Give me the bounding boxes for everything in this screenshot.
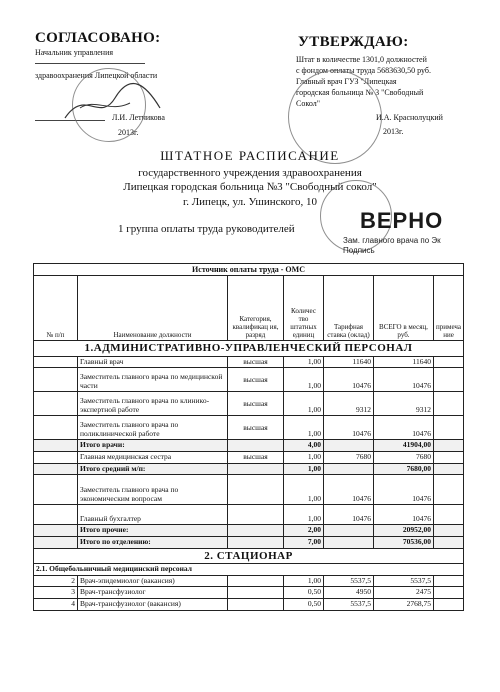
- rate: 10476: [324, 475, 374, 505]
- department-total-label: Итого по отделению:: [78, 536, 228, 548]
- row-number: 2: [34, 575, 78, 587]
- table-row: [34, 392, 464, 416]
- rate: 10476: [324, 505, 374, 525]
- subtitle-line-1: государственного учреждения здравоохранения: [138, 167, 362, 179]
- col-category: Категория, квалификац ия, разряд: [228, 276, 284, 341]
- table-row: [34, 416, 464, 440]
- approver-year: 2013г.: [118, 128, 139, 137]
- funding-source-row: [34, 264, 464, 276]
- category: [228, 505, 284, 525]
- staff-count-line: Штат в количестве 1301,0 должностей: [296, 55, 427, 64]
- subtotal-row: [34, 463, 464, 475]
- quantity: 1,00: [284, 452, 324, 464]
- total: 10476: [374, 368, 434, 392]
- department-total-sum: 70536,00: [374, 536, 434, 548]
- column-header-row: [34, 276, 464, 341]
- category: [228, 599, 284, 611]
- rate: 5537,5: [324, 575, 374, 587]
- total: 7680: [374, 452, 434, 464]
- rate: 11640: [324, 356, 374, 368]
- subtotal-row: [34, 525, 464, 537]
- col-rate: Тарифная ставка (оклад): [324, 276, 374, 341]
- table-row: [34, 475, 464, 505]
- approver-position: Начальник управления: [35, 48, 114, 57]
- position-name: Заместитель главного врача по поликлинической работе: [78, 416, 228, 440]
- col-note: примеча ние: [434, 276, 464, 341]
- document-title: ШТАТНОЕ РАСПИСАНИЕ: [160, 148, 340, 163]
- total: 10476: [374, 475, 434, 505]
- quantity: 1,00: [284, 392, 324, 416]
- subtotal-total: 20952,00: [374, 525, 434, 537]
- hospital-line: городская больница № 3 "Свободный: [296, 88, 424, 97]
- approval-title: СОГЛАСОВАНО:: [35, 30, 161, 46]
- subtotal-label: Итого средний м/п:: [78, 463, 228, 475]
- category: [228, 575, 284, 587]
- subtotal-total: 41904,00: [374, 440, 434, 452]
- table-row: [34, 368, 464, 392]
- subsection-title: 2.1. Общебольничный медицинский персонал: [34, 564, 464, 576]
- table-row: [34, 575, 464, 587]
- department-total-row: [34, 536, 464, 548]
- subtotal-quantity: 4,00: [284, 440, 324, 452]
- quantity: 0,50: [284, 587, 324, 599]
- position-name: Заместитель главного врача по медицинской части: [78, 368, 228, 392]
- chief-doctor-line: Главный врач ГУЗ "Липецкая: [296, 77, 397, 86]
- total: 10476: [374, 505, 434, 525]
- subtotal-quantity: 1,00: [284, 463, 324, 475]
- col-quantity: Количес тво штатных единиц: [284, 276, 324, 341]
- col-number: № п/п: [34, 276, 78, 341]
- signature-line-left-1: [35, 63, 145, 64]
- position-name: Заместитель главного врача по клинико-экспертной работе: [78, 392, 228, 416]
- position-name: Главный врач: [78, 356, 228, 368]
- col-total: ВСЕГО в месяц, руб.: [374, 276, 434, 341]
- position-name: Врач-трансфузиолог (вакансия): [78, 599, 228, 611]
- approver-department: здравоохранения Липецкой области: [35, 71, 158, 80]
- chief-name: И.А. Краснолуцкий: [376, 113, 443, 122]
- table-row: [34, 587, 464, 599]
- verno-stamp: ВЕРНО: [360, 208, 444, 233]
- quantity: 0,50: [284, 599, 324, 611]
- table-row: [34, 599, 464, 611]
- staff-schedule-table: [33, 263, 464, 611]
- quantity: 1,00: [284, 575, 324, 587]
- subtotal-total: 7680,00: [374, 463, 434, 475]
- section-title: 1.АДМИНИСТРАТИВНО-УПРАВЛЕНЧЕСКИЙ ПЕРСОНАЛ: [34, 341, 464, 357]
- table-row: [34, 356, 464, 368]
- department-total-quantity: 7,00: [284, 536, 324, 548]
- funding-source: Источник оплаты труда - ОМС: [34, 264, 464, 276]
- row-number: 4: [34, 599, 78, 611]
- subtotal-label: Итого врачи:: [78, 440, 228, 452]
- total: 9312: [374, 392, 434, 416]
- approver-name: Л.И. Летникова: [112, 113, 165, 122]
- rate: 10476: [324, 368, 374, 392]
- category: высшая: [228, 452, 284, 464]
- rate: 4950: [324, 587, 374, 599]
- verno-stamp-line1: Зам. главного врача по Эк: [343, 236, 441, 245]
- col-position: Наименование должности: [78, 276, 228, 341]
- signature-scribble-left: [60, 78, 170, 128]
- section-header-admin: [34, 341, 464, 357]
- total: 5537,5: [374, 575, 434, 587]
- subtitle-line-2: Липецкая городская больница №3 "Свободный сокол": [123, 181, 377, 193]
- position-name: Заместитель главного врача по экономическим вопросам: [78, 475, 228, 505]
- quantity: 1,00: [284, 416, 324, 440]
- rate: 5537,5: [324, 599, 374, 611]
- total: 11640: [374, 356, 434, 368]
- position-name: Главная медицинская сестра: [78, 452, 228, 464]
- category: высшая: [228, 416, 284, 440]
- total: 2768,75: [374, 599, 434, 611]
- subtotal-label: Итого прочие:: [78, 525, 228, 537]
- section-title: 2. СТАЦИОНАР: [34, 548, 464, 564]
- quantity: 1,00: [284, 368, 324, 392]
- hospital-line-2: Сокол": [296, 99, 320, 108]
- table-row: [34, 505, 464, 525]
- category: высшая: [228, 392, 284, 416]
- quantity: 1,00: [284, 356, 324, 368]
- quantity: 1,00: [284, 475, 324, 505]
- verno-stamp-line2: Подпись: [343, 246, 375, 255]
- section-header-hospital: [34, 548, 464, 564]
- subtotal-row: [34, 440, 464, 452]
- row-number: 3: [34, 587, 78, 599]
- position-name: Врач-трансфузиолог: [78, 587, 228, 599]
- chief-year: 2013г.: [383, 127, 404, 136]
- category: высшая: [228, 368, 284, 392]
- total: 10476: [374, 416, 434, 440]
- category: [228, 475, 284, 505]
- position-name: Главный бухгалтер: [78, 505, 228, 525]
- subsection-row: [34, 564, 464, 576]
- approve-title: УТВЕРЖДАЮ:: [298, 34, 409, 50]
- rate: 10476: [324, 416, 374, 440]
- salary-fund-line: с фондом оплаты труда 5683630,50 руб.: [296, 66, 431, 75]
- subtotal-quantity: 2,00: [284, 525, 324, 537]
- table-row: [34, 452, 464, 464]
- rate: 7680: [324, 452, 374, 464]
- category: [228, 587, 284, 599]
- category: высшая: [228, 356, 284, 368]
- pay-group-label: 1 группа оплаты труда руководителей: [118, 223, 295, 235]
- subtitle-line-3: г. Липецк, ул. Ушинского, 10: [182, 196, 318, 208]
- rate: 9312: [324, 392, 374, 416]
- quantity: 1,00: [284, 505, 324, 525]
- position-name: Врач-эпидемиолог (вакансия): [78, 575, 228, 587]
- total: 2475: [374, 587, 434, 599]
